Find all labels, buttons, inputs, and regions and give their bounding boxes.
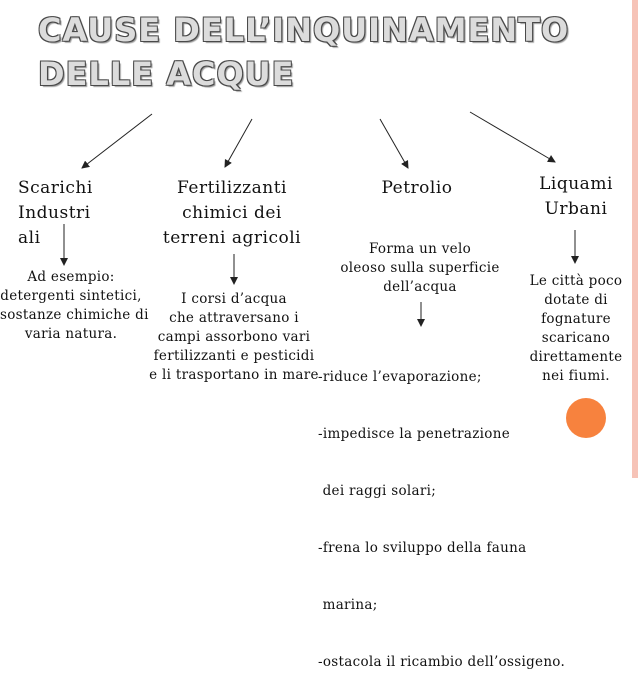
branch-liquami-heading bbox=[520, 172, 632, 222]
branch-fertilizzanti-heading bbox=[152, 176, 312, 251]
text-line: Forma un velo bbox=[369, 241, 471, 257]
text-line: sostanze chimiche di bbox=[0, 307, 149, 323]
branch-petrolio-heading bbox=[362, 176, 472, 201]
text-line: fognature bbox=[541, 311, 611, 327]
arrow-to-fertilizzanti bbox=[225, 119, 252, 167]
branch-liquami-text bbox=[524, 272, 628, 386]
text-line: che attraversano i bbox=[169, 310, 299, 326]
arrow-to-liquami bbox=[470, 112, 555, 162]
arrow-to-petrolio bbox=[380, 119, 408, 168]
title-line-1: CAUSE DELL’INQUINAMENTO bbox=[38, 11, 570, 49]
effect-line: marina; bbox=[318, 597, 378, 613]
heading-line: Petrolio bbox=[381, 178, 453, 198]
text-line: scaricano bbox=[541, 330, 611, 346]
effect-line: dei raggi solari; bbox=[318, 483, 437, 499]
heading-line: chimici dei bbox=[182, 203, 282, 223]
heading-line: Scarichi bbox=[18, 178, 93, 198]
text-line: campi assorbono vari bbox=[157, 329, 311, 345]
heading-line: Fertilizzanti bbox=[177, 178, 287, 198]
text-line: dell’acqua bbox=[383, 279, 457, 295]
branch-scarichi-heading bbox=[18, 176, 93, 251]
text-line: Le città poco bbox=[529, 273, 623, 289]
effect-line: -frena lo sviluppo della fauna bbox=[318, 540, 527, 556]
text-line: I corsi d’acqua bbox=[181, 291, 287, 307]
decorative-orange-circle bbox=[566, 398, 606, 438]
heading-line: Urbani bbox=[544, 199, 608, 219]
heading-line: Industri bbox=[18, 203, 91, 223]
text-line: direttamente bbox=[529, 349, 623, 365]
effect-line: -ostacola il ricambio dell’ossigeno. bbox=[318, 654, 566, 670]
effect-line: -impedisce la penetrazione bbox=[318, 426, 510, 442]
text-line: varia natura. bbox=[24, 326, 118, 342]
text-line: detergenti sintetici, bbox=[0, 288, 142, 304]
heading-line: ali bbox=[18, 228, 41, 248]
heading-line: terreni agricoli bbox=[162, 228, 302, 248]
effect-line: -riduce l’evaporazione; bbox=[318, 369, 482, 385]
text-line: Ad esempio: bbox=[27, 269, 115, 285]
title-line-2: DELLE ACQUE bbox=[38, 55, 295, 93]
text-line: e li trasportano in mare bbox=[149, 367, 319, 383]
text-line: oleoso sulla superficie bbox=[340, 260, 500, 276]
branch-petrolio-text bbox=[330, 240, 510, 297]
text-line: fertilizzanti e pesticidi bbox=[153, 348, 315, 364]
text-line: dotate di bbox=[544, 292, 608, 308]
text-line: nei fiumi. bbox=[542, 368, 610, 384]
heading-line: Liquami bbox=[539, 174, 613, 194]
branch-scarichi-text bbox=[0, 268, 149, 344]
branch-fertilizzanti-text bbox=[146, 290, 322, 385]
arrow-to-scarichi bbox=[82, 114, 152, 168]
